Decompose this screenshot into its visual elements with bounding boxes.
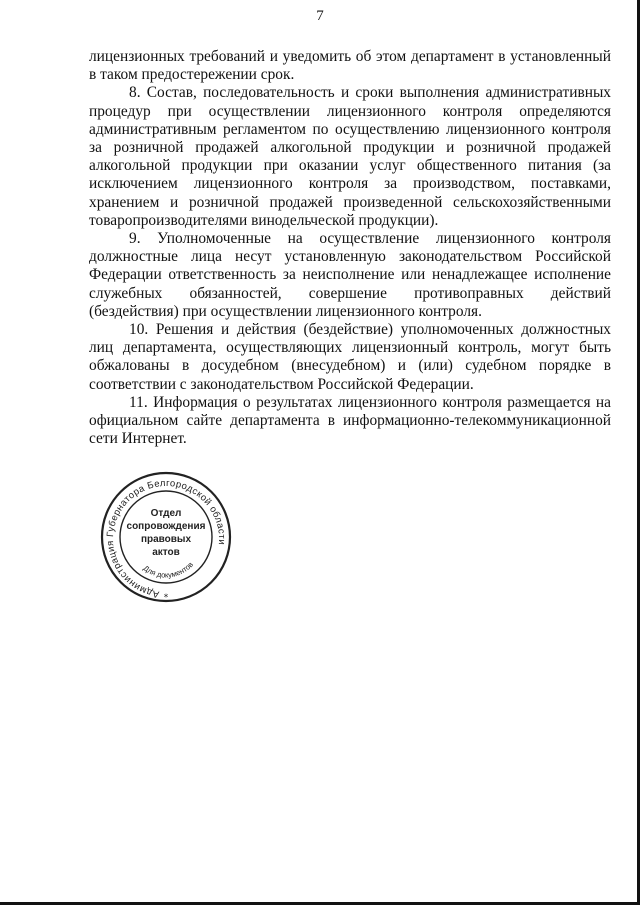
page-number: 7: [316, 8, 324, 24]
paragraph-10: 10. Решения и действия (бездействие) уполномоченных должностных лиц департамента, осуществляющих лицензионный контроль, могут быть обжалованы в досудебном (внесудебном) и (или) судебном порядке в соответствии с законодательством Российской Федерации.: [89, 321, 611, 393]
paragraph-8: 8. Состав, последовательность и сроки выполнения административных процедур при осуществлении лицензионного контроля определяются административным регламентом по осуществлению лицензионного контроля за розничной продажей алкогольной продукции и розничной продажей алкогольной продукции при оказании услуг общественного питания (за исключением лицензионного контроля за производством, поставками, хранением и розничной продажей произведенной сельскохозяйственными товаропроизводителями винодельческой продукции).: [89, 84, 611, 229]
paragraph-9: 9. Уполномоченные на осуществление лицензионного контроля должностные лица несут установленную законодательством Российской Федерации ответственность за неисполнение или ненадлежащее исполнение служебных обязанностей, совершение противоправных действий (бездействия) при осуществлении лицензионного контроля.: [89, 230, 611, 320]
seal-center-line: правовых: [140, 534, 192, 545]
document-body: [89, 48, 611, 448]
official-seal-stamp: [96, 470, 236, 605]
seal-center-line: актов: [152, 547, 180, 558]
seal-bottom-text: Для документов: [141, 560, 195, 580]
svg-text:*: *: [163, 593, 169, 603]
svg-text:Для документов: [142, 560, 195, 580]
seal-center-line: сопровождения: [126, 521, 206, 532]
seal-ring-text: Администрация Губернатора Белгородской области: [105, 477, 228, 600]
paragraph-11: 11. Информация о результатах лицензионного контроля размещается на официальном сайте департамента в информационно-телекоммуникационной сети Интернет.: [89, 393, 611, 448]
seal-center-line: Отдел: [150, 508, 182, 519]
paragraph-continuation: лицензионных требований и уведомить об этом департамент в установленный в таком предостережении срок.: [89, 48, 611, 84]
